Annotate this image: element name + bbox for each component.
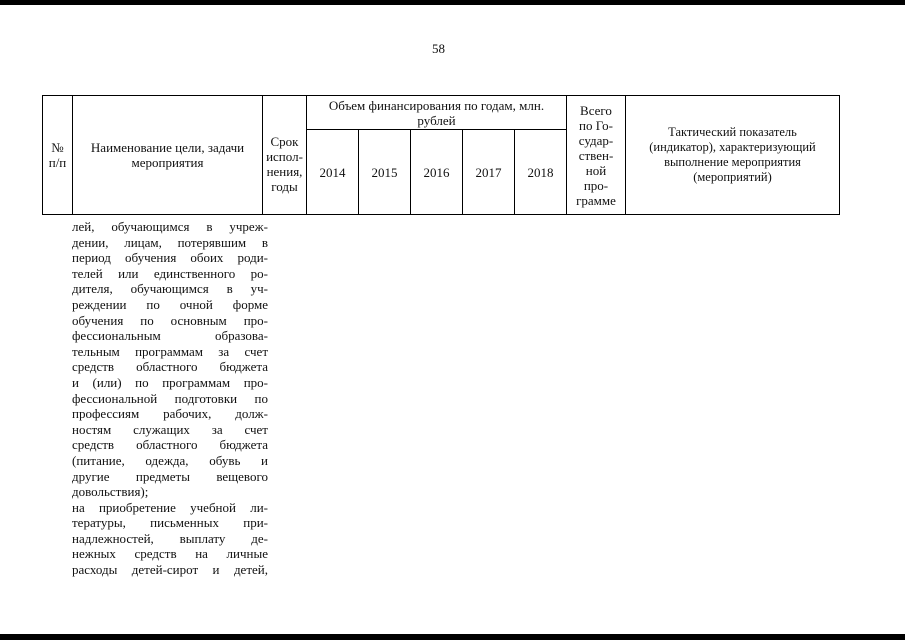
- text-line: надлежностей, выплату де-: [72, 530, 268, 546]
- text-line: средств областного бюджета: [72, 437, 268, 453]
- header-name: Наименование цели, задачи мероприятия: [73, 96, 263, 215]
- text-line: нежных средств на личные: [72, 546, 268, 562]
- header-year: 2015: [359, 130, 411, 215]
- text-line: тературы, письменных при-: [72, 515, 268, 531]
- header-term: Срок испол- нения, годы: [263, 96, 307, 215]
- paragraph-1: [72, 219, 268, 500]
- text-line: обучения по основным про-: [72, 312, 268, 328]
- text-line: фессиональным образова-: [72, 328, 268, 344]
- scan-top-edge: [0, 0, 905, 5]
- text-line: фессиональной подготовки по: [72, 390, 268, 406]
- table-header: [42, 95, 840, 215]
- text-line: лей, обучающимся в учреж-: [72, 219, 268, 234]
- header-year: 2017: [463, 130, 515, 215]
- header-number: № п/п: [43, 96, 73, 215]
- text-line: дителя, обучающимся в уч-: [72, 281, 268, 297]
- text-line: (питание, одежда, обувь и: [72, 452, 268, 468]
- header-year: 2014: [307, 130, 359, 215]
- text-line: ностям служащих за счет: [72, 421, 268, 437]
- paragraph-2: [72, 500, 268, 578]
- header-financing: Объем финансирования по годам, млн. рублей: [307, 96, 567, 130]
- activity-description: [72, 219, 268, 578]
- text-line: период обучения обоих роди-: [72, 250, 268, 266]
- text-line: средств областного бюджета: [72, 359, 268, 375]
- text-line: телей или единственного ро-: [72, 265, 268, 281]
- header-indicator: Тактический показатель (индикатор), характеризующий выполнение мероприятия (мероприятий): [626, 96, 840, 215]
- header-total: Всего по Го- судар- ствен- ной про- грамме: [567, 96, 626, 215]
- text-line: реждении по очной форме: [72, 296, 268, 312]
- text-line: другие предметы вещевого: [72, 468, 268, 484]
- text-line: профессиям рабочих, долж-: [72, 406, 268, 422]
- text-line: на приобретение учебной ли-: [72, 499, 268, 515]
- header-year: 2018: [515, 130, 567, 215]
- page-number: 58: [432, 41, 445, 56]
- text-line: дении, лицам, потерявшим в: [72, 234, 268, 250]
- scan-bottom-edge: [0, 634, 905, 640]
- text-line: расходы детей-сирот и детей,: [72, 562, 268, 578]
- text-line: довольствия);: [72, 484, 149, 500]
- text-line: тельным программам за счет: [72, 343, 268, 359]
- text-line: и (или) по программам про-: [72, 374, 268, 390]
- header-year: 2016: [411, 130, 463, 215]
